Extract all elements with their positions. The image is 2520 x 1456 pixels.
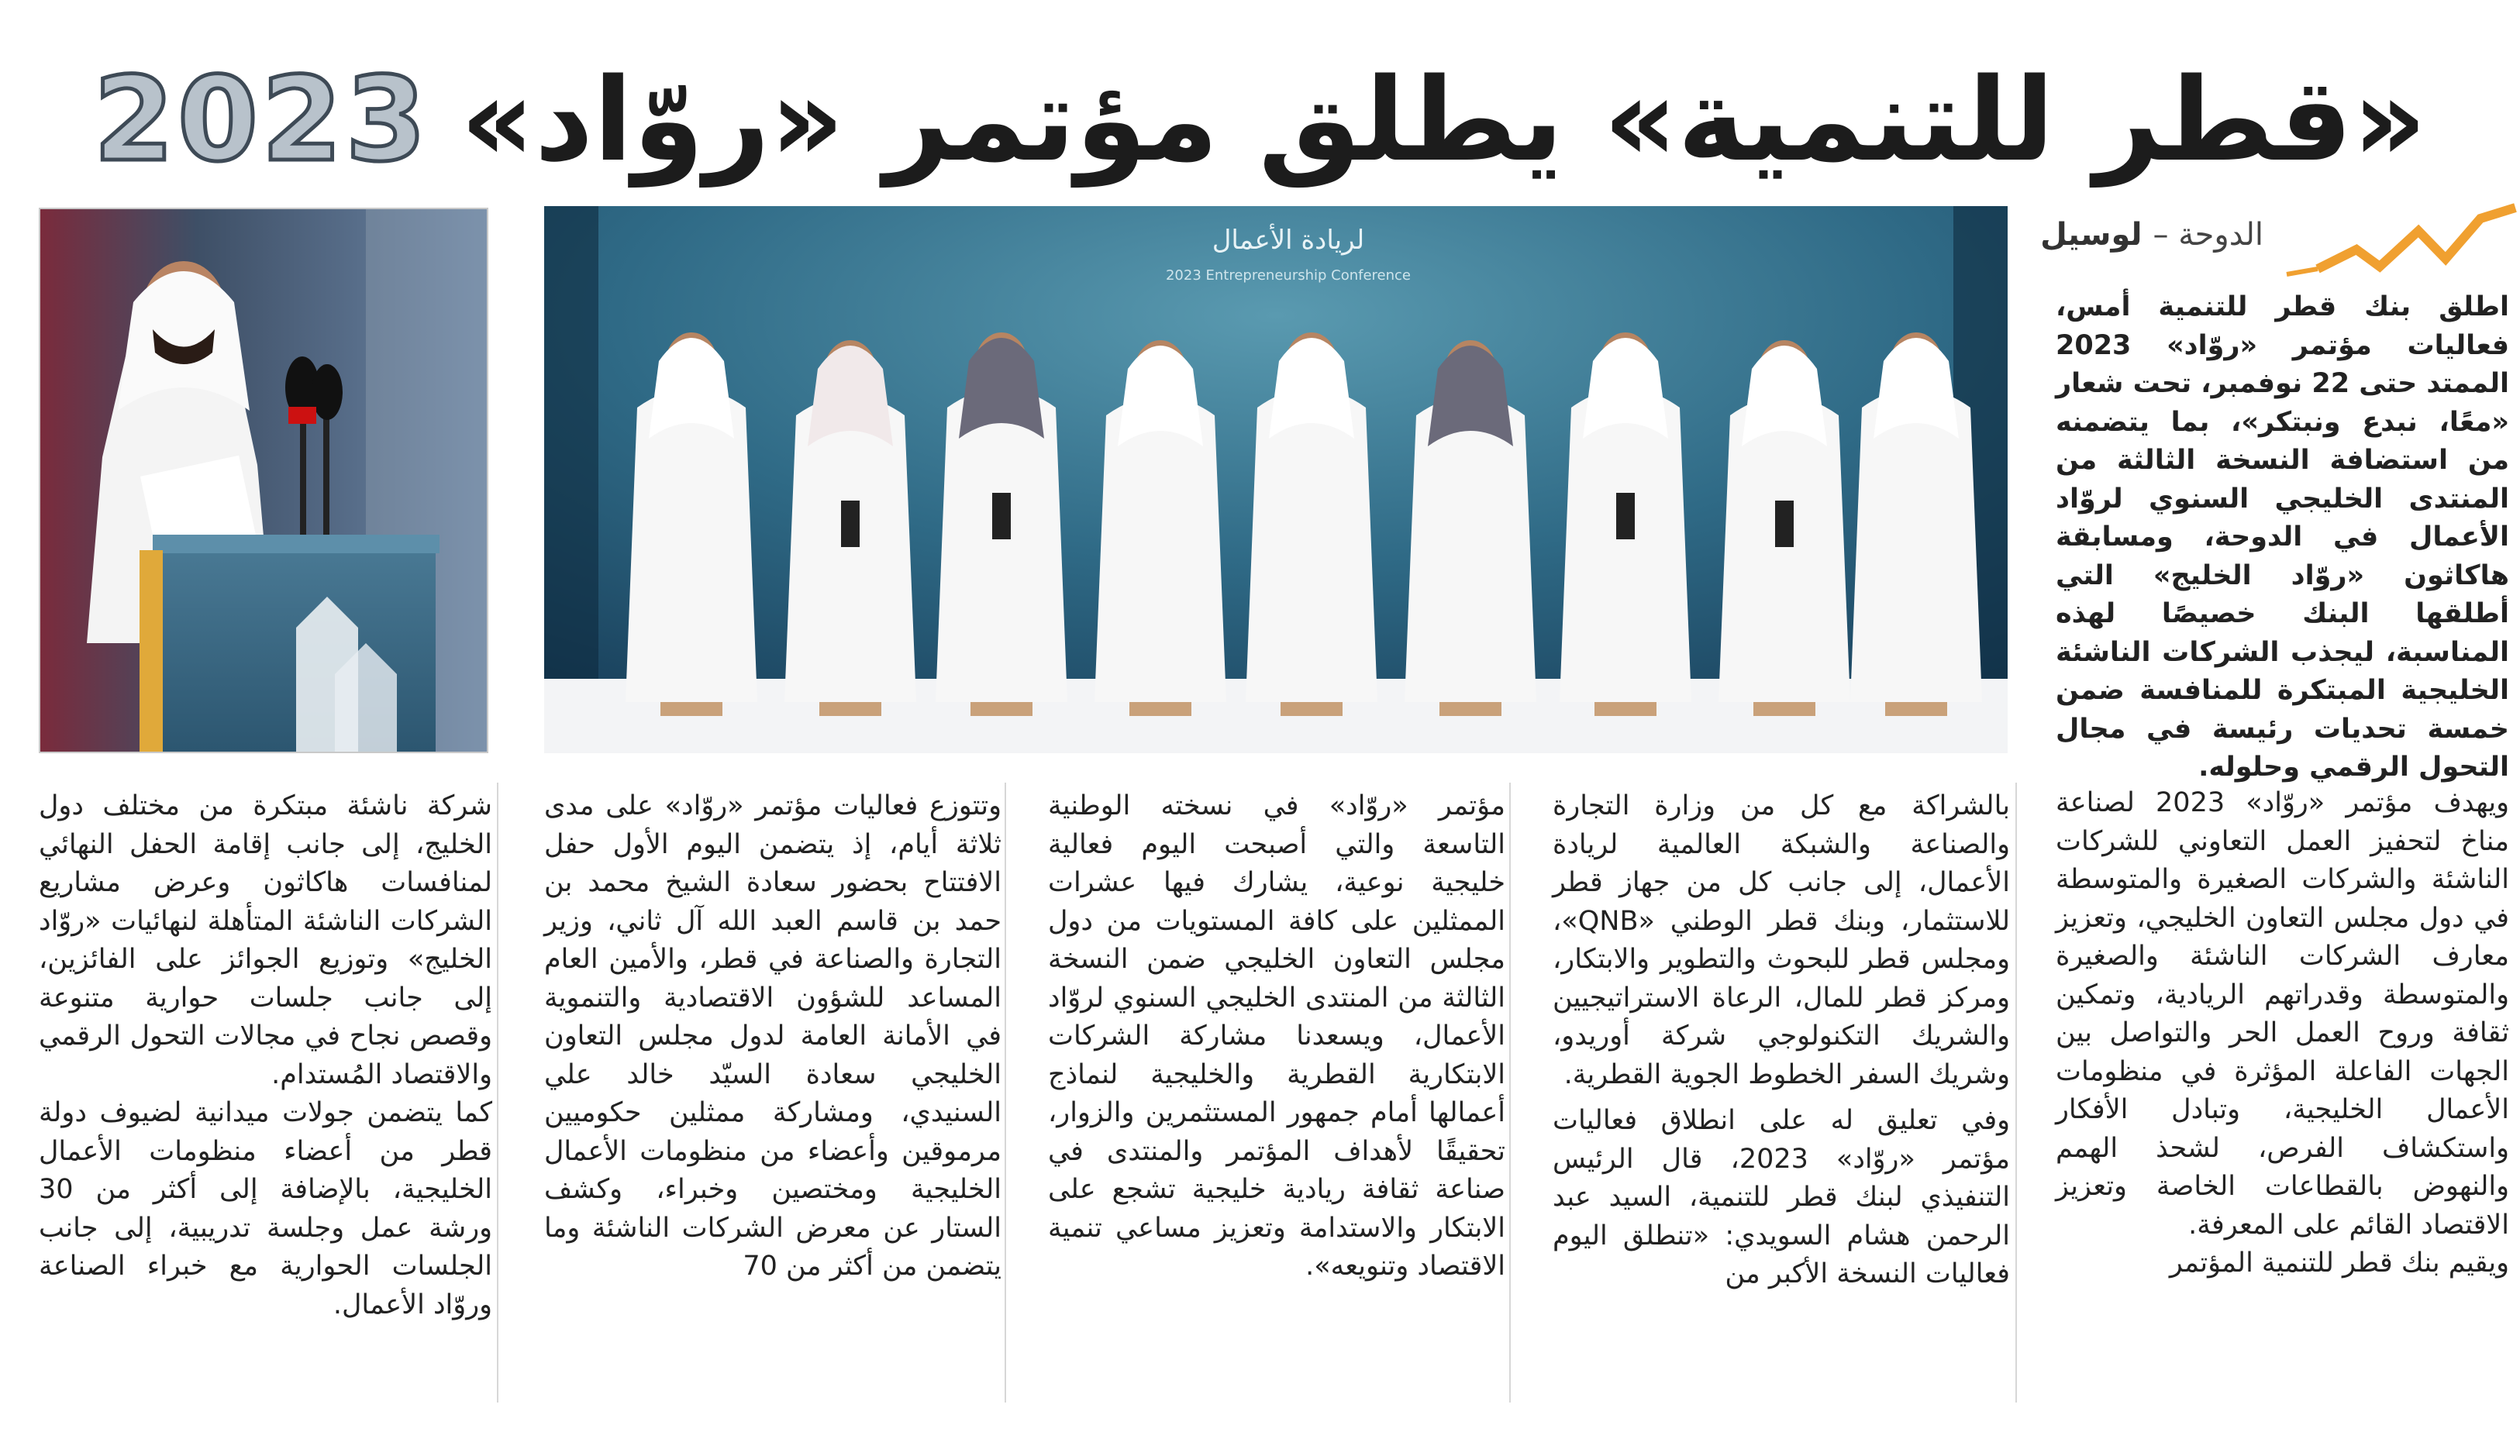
paragraph: بالشراكة مع كل من وزارة التجارة والصناعة والشبكة العالمية لريادة الأعمال، إلى جانب كل من جهاز قطر للاستثمار، وبنك قطر الوطني «QNB»، ومجلس قطر للبحوث والتطوير والابتكار، ومركز قطر للمال، الرعاة الاستراتيجيين والشريك التكنولوجي شركة أوريدو، وشريك السفر الخطوط الجوية القطرية. <box>1553 790 2010 1090</box>
dateline-place: الدوحة – <box>2153 217 2263 253</box>
paragraph: ويهدف مؤتمر «روّاد» 2023 لصناعة مناخ لتحفيز العمل التعاوني للشركات الناشئة والشركات الصغيرة والمتوسطة في دول مجلس التعاون الخليجي، وتعزيز معارف الشركات الناشئة والصغيرة والمتوسطة وقدراتهم الريادية، وتمكين ثقافة وروح العمل الحر والتواصل بين الجهات الفاعلة المؤثرة في منظومات الأعمال الخليجية، وتبادل الأفكار واستكشاف الفرص، لشحذ الهمم والنهوض بالقطاعات الخاصة وتعزيز الاقتصاد القائم على المعرفة. <box>2056 787 2509 1241</box>
trophy-icon <box>1775 501 1794 547</box>
trophy-icon <box>992 493 1011 539</box>
headline-text: «قطر للتنمية» يطلق مؤتمر «روّاد» <box>460 53 2427 187</box>
group-photo <box>544 206 2008 753</box>
column-divider <box>497 783 498 1403</box>
paragraph: وتتوزع فعاليات مؤتمر «روّاد» على مدى ثلاثة أيام، إذ يتضمن اليوم الأول حفل الافتتاح بحضور سعادة الشيخ محمد بن حمد بن قاسم العبد الله آل ثاني، وزير التجارة والصناعة في قطر، والأمين العام المساعد للشؤون الاقتصادية والتنموية في الأمانة العامة لدول مجلس التعاون الخليجي سعادة السيّد خالد علي السنيدي، ومشاركة ممثلين حكوميين مرموقين وأعضاء من منظومات الأعمال الخليجية ومختصين وخبراء، وكشف الستار عن معرض الشركات الناشئة وما يتضمن من أكثر من 70 <box>544 790 1001 1282</box>
paragraph: مؤتمر «روّاد» في نسخته الوطنية التاسعة والتي أصبحت اليوم فعالية خليجية نوعية، يشارك فيها عشرات الممثلين على كافة المستويات من دول مجلس التعاون الخليجي ضمن النسخة الثالثة من المنتدى الخليجي السنوي لروّاد الأعمال، ويسعدنا مشاركة الشركات الابتكارية القطرية والخليجية لنماذج أعمالها أمام جمهور المستثمرين والزوار، تحقيقًا لأهداف المؤتمر والمنتدى في صناعة ثقافة ريادية خليجية تشجع على الابتكار والاستدامة وتعزيز مساعي تنمية الاقتصاد وتنويعه». <box>1048 790 1505 1282</box>
dateline-text <box>2040 217 2263 253</box>
paragraph: ويقيم بنك قطر للتنمية المؤتمر <box>2169 1248 2509 1279</box>
paragraph: كما يتضمن جولات ميدانية لضيوف دولة قطر من أعضاء منظومات الأعمال الخليجية، بالإضافة إلى أكثر من 30 ورشة عمل وجلسة تدريبية، إلى جانب الجلسات الحوارية مع خبراء الصناعة وروّاد الأعمال. <box>39 1097 492 1320</box>
headline <box>0 31 2520 209</box>
trophy-icon <box>841 501 860 547</box>
headline-year: 2023 <box>93 53 429 188</box>
trophy-icon <box>1616 493 1635 539</box>
column-divider <box>1509 783 1511 1403</box>
article-column-2 <box>1553 787 2010 1294</box>
paragraph: شركة ناشئة مبتكرة من مختلف دول الخليج، إلى جانب إقامة الحفل النهائي لمنافسات هاكاثون وعرض مشاريع الشركات الناشئة المتأهلة لنهائيات «روّاد الخليج» وتوزيع الجوائز على الفائزين، إلى جانب جلسات حوارية متنوعة وقصص نجاح في مجالات التحول الرقمي والاقتصاد المُستدام. <box>39 790 492 1090</box>
column-divider <box>1005 783 1006 1403</box>
article-column-1-continued <box>2056 784 2509 1283</box>
article-column-3 <box>1048 787 1505 1286</box>
banner-arabic: لريادة الأعمال <box>1212 225 1365 256</box>
group-figures <box>626 332 1982 716</box>
article-column-1 <box>2056 288 2509 787</box>
article-column-5 <box>39 787 492 1324</box>
lead-paragraph: اطلق بنك قطر للتنمية أمس، فعاليات مؤتمر «روّاد» 2023 الممتد حتى 22 نوفمبر، تحت شعار «معًا، نبدع ونبتكر»، بما يتضمنه من استضافة النسخة الثالثة من المنتدى الخليجي السنوي لروّاد الأعمال في الدوحة، ومسابقة هاكاثون «روّاد الخليج» التي أطلقها البنك خصيصًا لهذه المناسبة، ليجذب الشركات الناشئة الخليجية المبتكرة للمنافسة ضمن خمسة تحديات رئيسة في مجال التحول الرقمي وحلوله. <box>2056 291 2509 783</box>
speaker-photo <box>39 208 488 753</box>
banner-english: 2023 Entrepreneurship Conference <box>1165 267 1412 284</box>
dateline <box>2040 203 2519 281</box>
dateline-source: لوسيل <box>2040 217 2143 253</box>
article-column-4 <box>544 787 1001 1286</box>
column-divider <box>2015 783 2017 1403</box>
paragraph: وفي تعليق له على انطلاق فعاليات مؤتمر «روّاد» 2023، قال الرئيس التنفيذي لبنك قطر للتنمية، السيد عبد الرحمن هشام السويدي: «تنطلق اليوم فعاليات النسخة الأكبر من <box>1553 1105 2011 1289</box>
